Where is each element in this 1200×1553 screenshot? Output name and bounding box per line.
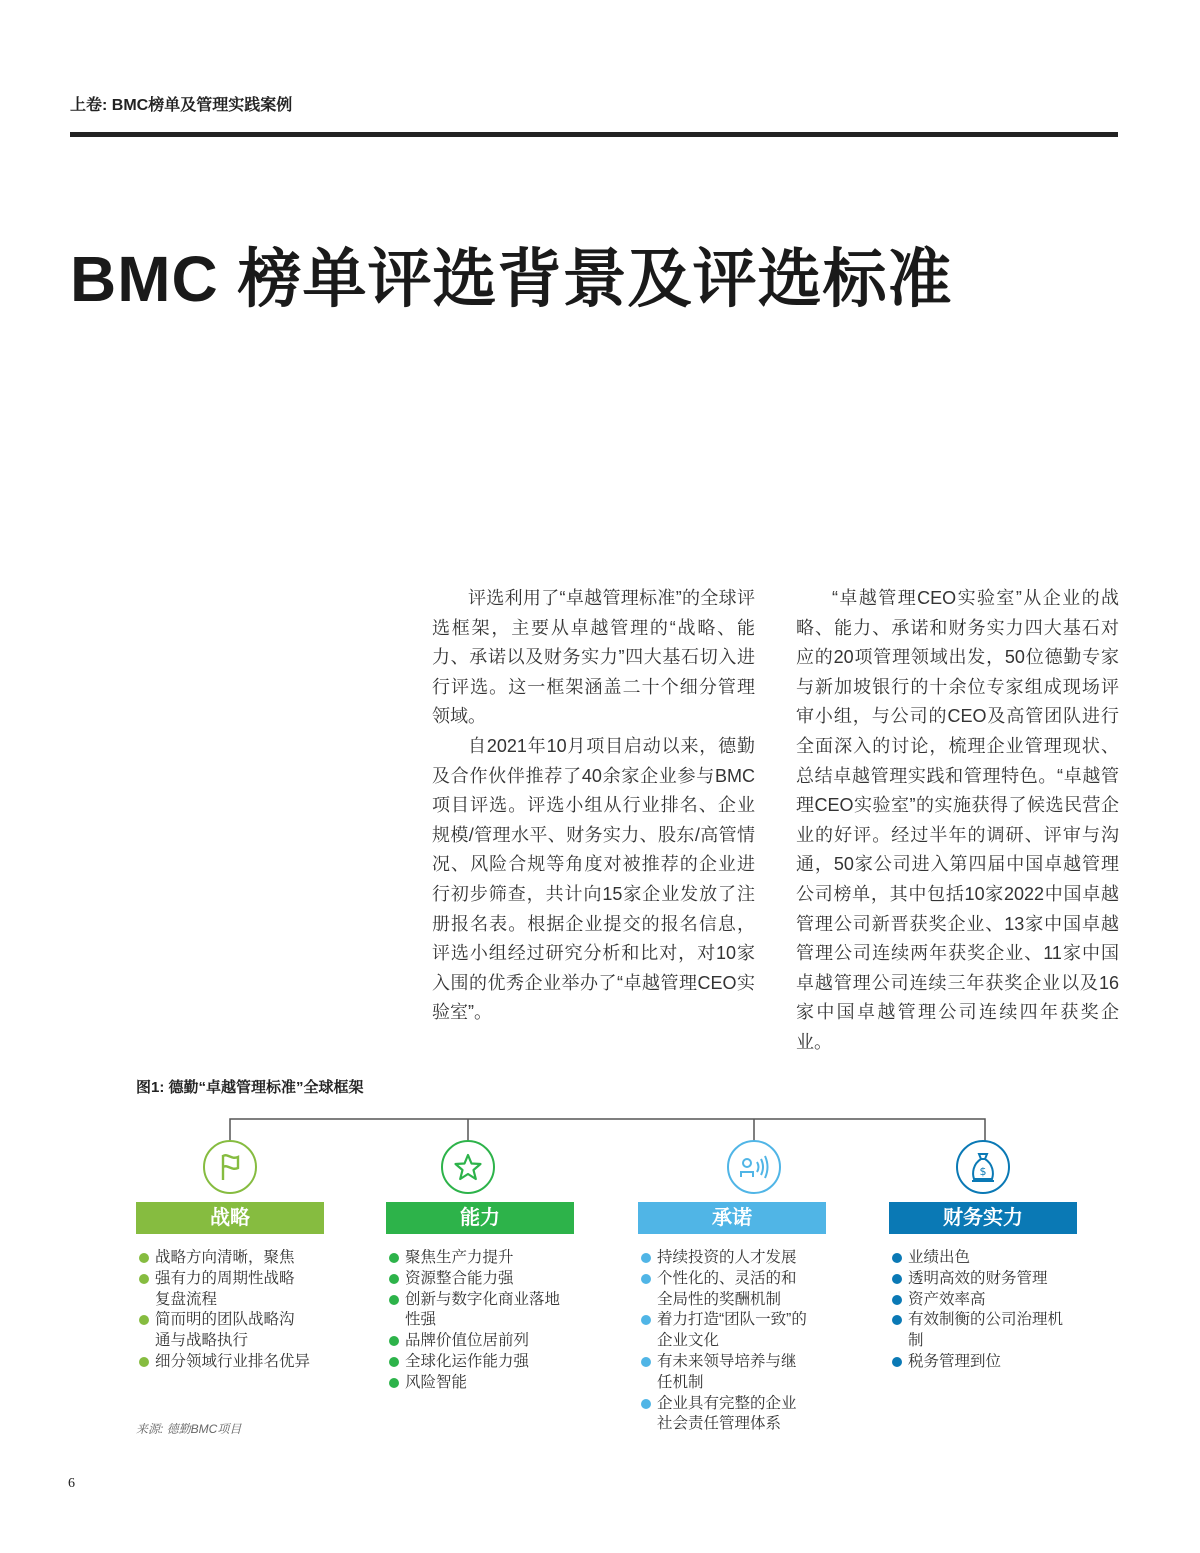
- list-item: 细分领域行业排名优异: [138, 1352, 338, 1373]
- list-item: 透明高效的财务管理: [891, 1269, 1091, 1290]
- list-item: 聚焦生产力提升: [388, 1248, 588, 1269]
- pillar-list: [640, 1248, 810, 1435]
- page-number: 6: [68, 1476, 75, 1491]
- list-item: 税务管理到位: [891, 1352, 1091, 1373]
- pillar-label: 财务实力: [889, 1202, 1077, 1234]
- pillar-list: [891, 1248, 1091, 1373]
- pillar-list: [138, 1248, 338, 1373]
- list-item: 战略方向清晰，聚焦: [138, 1248, 338, 1269]
- pillar-label: 能力: [386, 1202, 574, 1234]
- list-item: 有效制衡的公司治理机制: [891, 1310, 1066, 1352]
- paragraph: 评选利用了“卓越管理标准”的全球评选框架，主要从卓越管理的“战略、能力、承诺以及财务实力”四大基石切入进行评选。这一框架涵盖二十个细分管理领域。: [432, 588, 755, 727]
- list-item: 持续投资的人才发展: [640, 1248, 810, 1269]
- list-item: 有未来领导培养与继任机制: [640, 1352, 810, 1394]
- running-head: 上卷: BMC榜单及管理实践案例: [70, 97, 293, 114]
- people-voice-icon: [727, 1140, 781, 1194]
- pillar-label: 战略: [136, 1202, 324, 1234]
- list-item: 业绩出色: [891, 1248, 1091, 1269]
- pillar-label: 承诺: [638, 1202, 826, 1234]
- list-item: 资源整合能力强: [388, 1269, 588, 1290]
- flag-icon: [203, 1140, 257, 1194]
- list-item: 简而明的团队战略沟通与战略执行: [138, 1310, 308, 1352]
- list-item: 全球化运作能力强: [388, 1352, 588, 1373]
- money-bag-icon: [956, 1140, 1010, 1194]
- star-icon: [441, 1140, 495, 1194]
- list-item: 品牌价值位居前列: [388, 1331, 588, 1352]
- list-item: 资产效率高: [891, 1290, 1091, 1311]
- figure-source: 来源: 德勤BMC项目: [136, 1422, 242, 1436]
- paragraph: “卓越管理CEO实验室”从企业的战略、能力、承诺和财务实力四大基石对应的20项管理领域出发，50位德勤专家与新加坡银行的十余位专家组成现场评审小组，与公司的CEO及高管团队进行全面深入的讨论，梳理企业管理现状、总结卓越管理实践和管理特色。“卓越管理CEO实验室”的实施获得了候选民营企业的好评。经过半年的调研、评审与沟通，50家公司进入第四届中国卓越管理公司榜单，其中包括10家2022中国卓越管理公司新晋获奖企业、13家中国卓越管理公司连续两年获奖企业、11家中国卓越管理公司连续三年获奖企业以及16家中国卓越管理公司连续四年获奖企业。: [796, 588, 1119, 1052]
- list-item: 企业具有完整的企业社会责任管理体系: [640, 1394, 810, 1436]
- list-item: 创新与数字化商业落地性强: [388, 1290, 563, 1332]
- list-item: 强有力的周期性战略复盘流程: [138, 1269, 308, 1311]
- list-item: 个性化的、灵活的和全局性的奖酬机制: [640, 1269, 810, 1311]
- paragraph: 自2021年10月项目启动以来，德勤及合作伙伴推荐了40余家企业参与BMC项目评选。评选小组从行业排名、企业规模/管理水平、财务实力、股东/高管情况、风险合规等角度对被推荐的企业进行初步筛查，共计向15家企业发放了注册报名表。根据企业提交的报名信息，评选小组经过研究分析和比对，对10家入围的优秀企业举办了“卓越管理CEO实验室”。: [432, 735, 755, 1023]
- figure-caption: 图1: 德勤“卓越管理标准”全球框架: [136, 1079, 364, 1096]
- svg-text:$: $: [979, 1165, 987, 1178]
- list-item: 风险智能: [388, 1373, 588, 1394]
- page-title: BMC 榜单评选背景及评选标准: [70, 243, 953, 315]
- list-item: 着力打造“团队一致”的企业文化: [640, 1310, 810, 1352]
- pillar-list: [388, 1248, 588, 1394]
